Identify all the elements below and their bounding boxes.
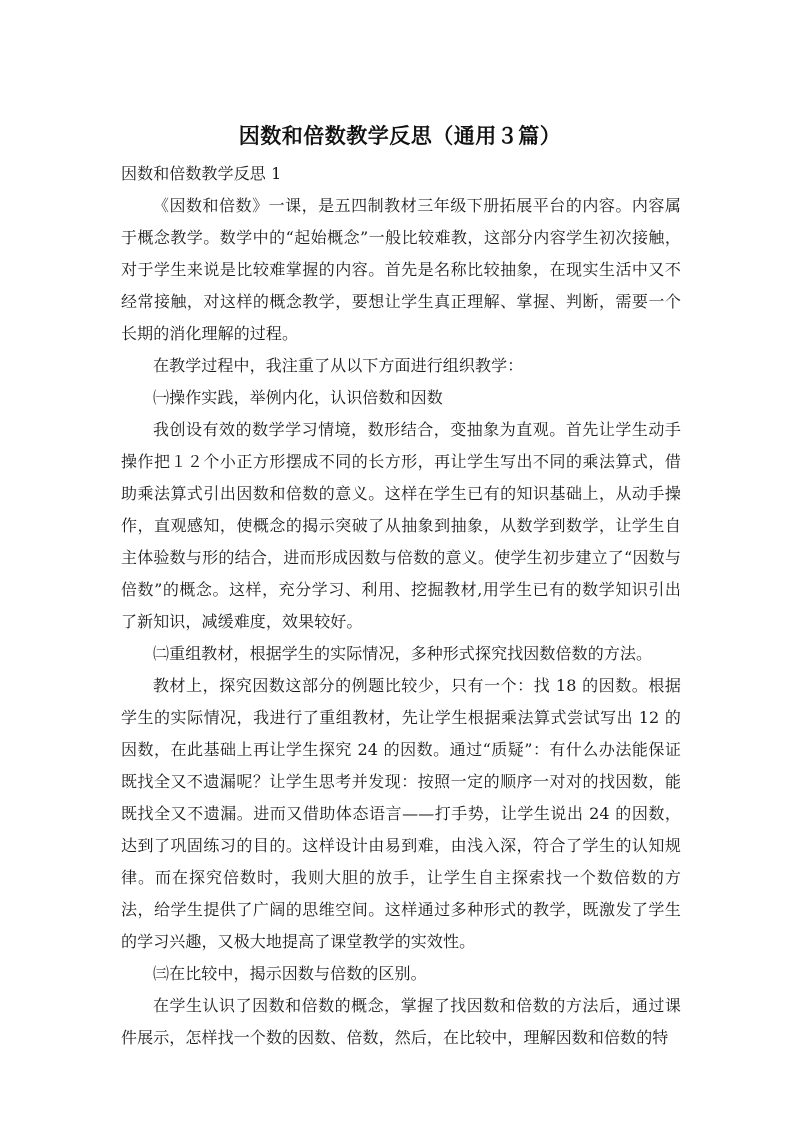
document-title: 因数和倍数教学反思（通用３篇） bbox=[238, 124, 562, 148]
subheading-1: ㈠操作实践，举例内化，认识倍数和因数 bbox=[153, 388, 443, 407]
subheading-3: ㈢在比较中，揭示因数与倍数的区别。 bbox=[153, 964, 427, 983]
paragraph-process: 在教学过程中，我注重了从以下方面进行组织教学： bbox=[153, 356, 524, 375]
subheading-2: ㈡重组教材，根据学生的实际情况，多种形式探究找因数倍数的方法。 bbox=[153, 644, 653, 663]
paragraph-2: 教材上，探究因数这部分的例题比较少，只有一个：找 18 的因数。根据学生的实际情况，我进行了重组教材，先让学生根据乘法算式尝试写出 12 的因数，在此基础上再让学生探究 24 的因数。通过“质疑”：有什么办法能保证既找全又不遗漏呢？让学生思考并发现：按照一定的顺序一对对的找因数，能既找全又不遗漏。进而又借助体态语言——打手势，让学生说出 24 的因数，达到了巩固练习的目的。这样设计由易到难，由浅入深，符合了学生的认知规律。而在探究倍数时，我则大胆的放手，让学生自主探索找一个数倍数的方法，给学生提供了广阔的思维空间。这样通过多种形式的教学，既激发了学生的学习兴趣，又极大地提高了课堂教学的实效性。 bbox=[121, 676, 681, 951]
section-heading: 因数和倍数教学反思 1 bbox=[121, 164, 282, 183]
paragraph-3: 在学生认识了因数和倍数的概念，掌握了找因数和倍数的方法后，通过课件展示，怎样找一个数的因数、倍数，然后，在比较中，理解因数和倍数的特 bbox=[121, 996, 681, 1047]
paragraph-1: 我创设有效的数学学习情境，数形结合，变抽象为直观。首先让学生动手操作把１２个小正方形摆成不同的长方形，再让学生写出不同的乘法算式，借助乘法算式引出因数和倍数的意义。这样在学生已有的知识基础上，从动手操作，直观感知，使概念的揭示突破了从抽象到抽象，从数学到数学，让学生自主体验数与形的结合，进而形成因数与倍数的意义。使学生初步建立了“因数与倍数”的概念。这样，充分学习、利用、挖掘教材,用学生已有的数学知识引出了新知识，减缓难度，效果较好。 bbox=[121, 420, 681, 631]
document-body bbox=[121, 158, 681, 1054]
paragraph-intro: 《因数和倍数》一课，是五四制教材三年级下册拓展平台的内容。内容属于概念教学。数学中的“起始概念”一般比较难教，这部分内容学生初次接触，对于学生来说是比较难掌握的内容。首先是名称比较抽象，在现实生活中又不经常接触，对这样的概念教学，要想让学生真正理解、掌握、判断，需要一个长期的消化理解的过程。 bbox=[121, 196, 681, 343]
